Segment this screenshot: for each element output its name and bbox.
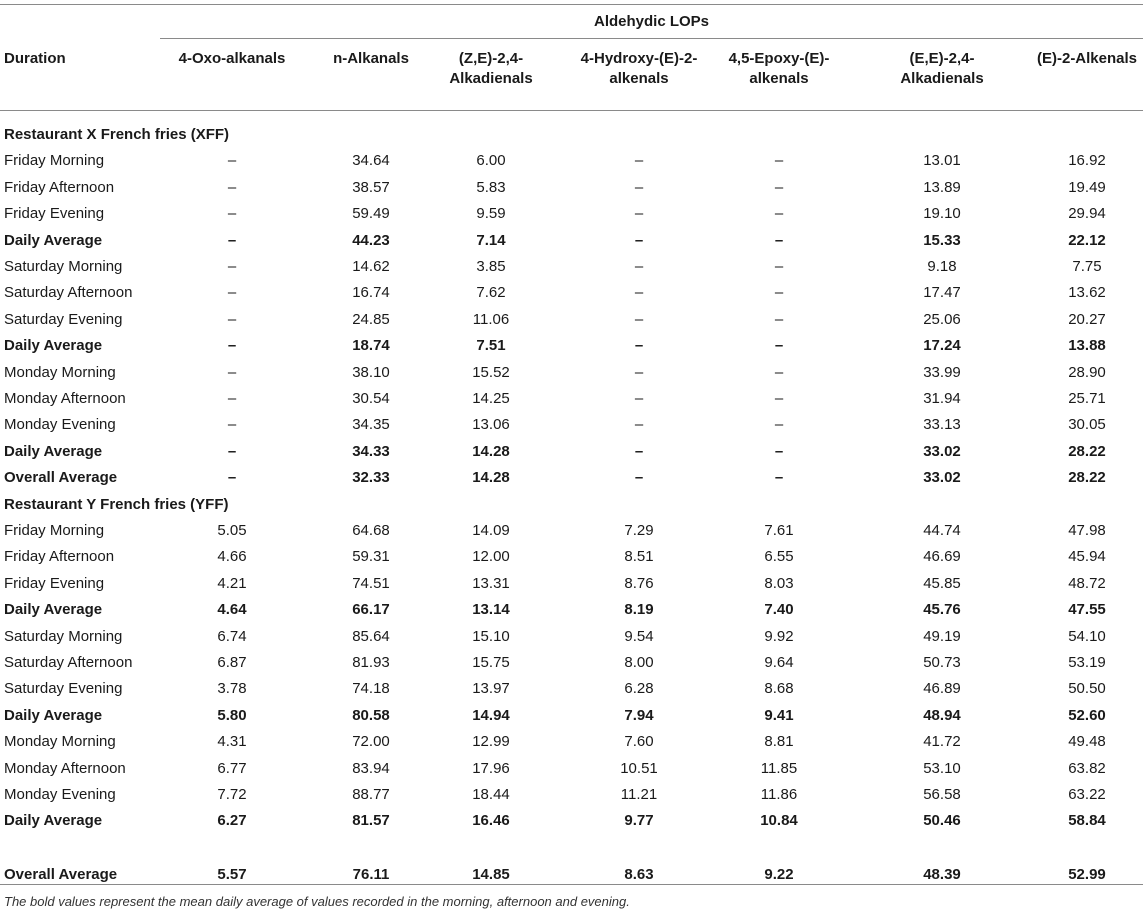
table-cell: 11.06: [472, 310, 510, 328]
table-cell: 6.87: [217, 654, 247, 671]
table-cell: 48.72: [1068, 574, 1106, 592]
table-cell: 10.84: [760, 812, 798, 830]
table-cell: –: [774, 442, 784, 460]
table-cell: 7.60: [624, 733, 654, 751]
table-cell: 48.94: [923, 706, 961, 724]
table-cell: –: [227, 310, 237, 328]
row-label: Monday Afternoon: [4, 759, 126, 777]
table-cell: –: [634, 390, 644, 407]
table-cell: 74.18: [352, 680, 390, 698]
column-header: 4-Oxo-alkanals: [178, 50, 286, 67]
column-header: (E,E)-2,4- Alkadienals: [900, 50, 984, 87]
table-cell: –: [774, 152, 784, 170]
column-header: Duration: [4, 50, 66, 67]
table-cell: 29.94: [1068, 205, 1106, 223]
table-cell: 11.86: [760, 786, 798, 803]
table-cell: –: [774, 258, 784, 275]
table-cell: 19.10: [923, 205, 961, 223]
table-cell: 13.88: [1068, 337, 1106, 355]
table-cell: 3.78: [217, 680, 247, 698]
table-cell: 66.17: [352, 601, 390, 619]
table-cell: –: [634, 231, 644, 249]
table-cell: 3.85: [476, 258, 506, 275]
table-cell: –: [227, 337, 237, 355]
table-cell: 13.62: [1068, 284, 1106, 302]
table-cell: 15.10: [472, 627, 510, 645]
table-cell: 64.68: [352, 522, 390, 539]
row-label: Friday Evening: [4, 574, 105, 592]
table-cell: 14.62: [352, 258, 390, 275]
table-cell: 7.72: [217, 786, 247, 803]
table-cell: 47.98: [1068, 522, 1106, 539]
table-cell: –: [227, 416, 237, 434]
table-cell: 22.12: [1068, 231, 1106, 249]
table-cell: 9.59: [476, 205, 506, 223]
row-label: Saturday Evening: [4, 310, 123, 328]
table-cell: 56.58: [923, 786, 961, 803]
table-cell: 38.10: [352, 363, 390, 381]
table-cell: –: [634, 258, 644, 275]
table-cell: –: [774, 337, 784, 355]
row-label: Saturday Afternoon: [4, 284, 133, 302]
table-cell: 63.82: [1068, 759, 1106, 777]
table-cell: 7.51: [476, 337, 506, 355]
table-cell: –: [634, 310, 644, 328]
table-cell: –: [774, 390, 784, 407]
column-header: (Z,E)-2,4- Alkadienals: [449, 50, 533, 87]
table-cell: 17.24: [923, 337, 961, 355]
table-cell: 14.85: [472, 865, 510, 883]
table-cell: –: [634, 442, 644, 460]
row-label: Daily Average: [4, 442, 103, 460]
table-cell: 52.99: [1068, 865, 1106, 883]
table-cell: –: [634, 337, 644, 355]
table-cell: 63.22: [1068, 786, 1106, 803]
row-label: Daily Average: [4, 231, 103, 249]
table-cell: –: [634, 178, 644, 196]
table-cell: 88.77: [352, 786, 390, 803]
table-cell: –: [774, 205, 784, 223]
table-footnote: The bold values represent the mean daily average of values recorded in the morning, afternoon and evening.: [4, 894, 630, 909]
table-cell: 25.71: [1068, 390, 1106, 407]
table-cell: 11.21: [620, 786, 658, 803]
table-cell: 74.51: [352, 574, 390, 592]
table-cell: –: [774, 363, 784, 381]
table-cell: 13.06: [472, 416, 510, 434]
group-header-rule: [160, 38, 1143, 39]
table-cell: 34.33: [352, 442, 390, 460]
table-cell: 52.60: [1068, 706, 1106, 724]
row-label: Friday Evening: [4, 205, 105, 223]
table-cell: 47.55: [1068, 601, 1106, 619]
table-cell: 13.31: [472, 574, 510, 592]
row-label: Daily Average: [4, 337, 103, 355]
column-header: (E)-2-Alkenals: [1036, 50, 1138, 67]
table-cell: 6.28: [624, 680, 654, 698]
table-cell: –: [774, 284, 784, 302]
table-cell: 9.41: [764, 706, 794, 724]
table-cell: –: [227, 205, 237, 223]
table-cell: 81.57: [352, 812, 390, 830]
table-cell: –: [227, 390, 237, 407]
table-cell: 5.57: [217, 865, 247, 883]
table-cell: 25.06: [923, 310, 961, 328]
table-cell: 59.49: [352, 205, 390, 223]
table-cell: 14.28: [472, 469, 510, 487]
table-cell: 41.72: [923, 733, 961, 751]
table-cell: 46.89: [923, 680, 961, 698]
table-cell: 34.35: [352, 416, 390, 434]
table-cell: 4.66: [217, 548, 247, 566]
table-cell: 7.40: [764, 601, 794, 619]
table-cell: 44.74: [923, 522, 961, 539]
table-cell: 50.46: [923, 812, 961, 830]
table-cell: –: [774, 469, 784, 487]
table-cell: 59.31: [352, 548, 390, 566]
table-cell: 50.73: [923, 654, 961, 671]
table-cell: 58.84: [1068, 812, 1106, 830]
table-cell: 9.54: [624, 627, 654, 645]
table-cell: 81.93: [352, 654, 390, 671]
table-cell: 33.02: [923, 442, 961, 460]
table-cell: 11.85: [760, 759, 798, 777]
table-cell: 7.14: [476, 231, 506, 249]
table-cell: –: [634, 284, 644, 302]
table-cell: –: [774, 231, 784, 249]
row-label: Monday Evening: [4, 786, 116, 803]
table-cell: 85.64: [352, 627, 390, 645]
table-bottom-rule: [0, 884, 1143, 885]
table-cell: –: [227, 258, 237, 275]
table-cell: 7.29: [624, 522, 654, 539]
table-cell: 7.61: [764, 522, 794, 539]
table-cell: 24.85: [352, 310, 390, 328]
table-cell: –: [774, 416, 784, 434]
table-cell: 5.05: [217, 522, 247, 539]
header-bottom-rule: [0, 110, 1143, 111]
table-cell: 30.54: [352, 390, 390, 407]
row-label: Monday Afternoon: [4, 390, 126, 407]
table-cell: 8.00: [624, 654, 654, 671]
table-cell: 13.97: [472, 680, 510, 698]
table-cell: –: [227, 152, 237, 170]
table-cell: 49.19: [923, 627, 961, 645]
row-label: Friday Morning: [4, 522, 105, 539]
table-cell: 18.44: [472, 786, 510, 803]
table-cell: 14.94: [472, 706, 510, 724]
table-cell: 30.05: [1068, 416, 1106, 434]
table-cell: 16.74: [352, 284, 390, 302]
table-cell: 8.63: [624, 865, 654, 883]
table-cell: 16.46: [472, 812, 510, 830]
row-label: Saturday Afternoon: [4, 654, 133, 671]
table-cell: 49.48: [1068, 733, 1106, 751]
table-cell: 8.03: [764, 574, 794, 592]
table-cell: 7.75: [1072, 258, 1102, 275]
table-top-rule: [0, 4, 1143, 5]
table-cell: 5.83: [476, 178, 506, 196]
table-cell: –: [774, 178, 784, 196]
table-cell: 46.69: [923, 548, 961, 566]
table-cell: –: [634, 363, 644, 381]
table-cell: 15.52: [472, 363, 510, 381]
table-cell: –: [227, 363, 237, 381]
table-cell: 8.68: [764, 680, 794, 698]
table-cell: 7.62: [476, 284, 506, 302]
table-cell: 50.50: [1068, 680, 1106, 698]
table-cell: 83.94: [352, 759, 390, 777]
row-label: Overall Average: [4, 865, 118, 883]
table-cell: 14.25: [472, 390, 510, 407]
table-cell: 9.64: [764, 654, 794, 671]
row-label: Friday Morning: [4, 152, 105, 170]
table-cell: 6.77: [217, 759, 247, 777]
column-header: n-Alkanals: [333, 50, 409, 67]
table-cell: –: [774, 310, 784, 328]
table-cell: 48.39: [923, 865, 961, 883]
section-label: Restaurant Y French fries (YFF): [4, 495, 229, 513]
table-cell: 5.80: [217, 706, 247, 724]
table-cell: 6.27: [217, 812, 247, 830]
table-cell: 80.58: [352, 706, 390, 724]
row-label: Saturday Morning: [4, 627, 123, 645]
table-cell: 45.85: [923, 574, 961, 592]
table-cell: 38.57: [352, 178, 390, 196]
table-cell: 4.64: [217, 601, 247, 619]
table-cell: 33.02: [923, 469, 961, 487]
table-cell: 13.01: [923, 152, 961, 170]
group-header: Aldehydic LOPs: [593, 13, 710, 30]
table-cell: 4.21: [217, 574, 247, 592]
table-cell: –: [227, 469, 237, 487]
table-cell: 9.77: [624, 812, 654, 830]
table-cell: 12.99: [472, 733, 510, 751]
row-label: Monday Evening: [4, 416, 116, 434]
table-cell: 9.18: [927, 258, 957, 275]
table-cell: 8.51: [624, 548, 654, 566]
row-label: Daily Average: [4, 812, 103, 830]
row-label: Saturday Morning: [4, 258, 123, 275]
table-cell: 10.51: [620, 759, 658, 777]
row-label: Monday Morning: [4, 733, 116, 751]
table-cell: 6.74: [217, 627, 247, 645]
table-cell: –: [227, 178, 237, 196]
table-cell: 17.47: [923, 284, 961, 302]
column-header: 4,5-Epoxy-(E)- alkenals: [728, 50, 830, 87]
table-cell: 13.14: [472, 601, 510, 619]
table-cell: 8.19: [624, 601, 654, 619]
table-cell: 54.10: [1068, 627, 1106, 645]
table-cell: 6.00: [476, 152, 506, 170]
table-cell: –: [634, 152, 644, 170]
row-label: Saturday Evening: [4, 680, 123, 698]
table-cell: 76.11: [352, 865, 390, 883]
table-cell: –: [634, 416, 644, 434]
row-label: Daily Average: [4, 601, 103, 619]
table-cell: 9.22: [764, 865, 794, 883]
table-cell: 9.92: [764, 627, 794, 645]
table-cell: 12.00: [472, 548, 510, 566]
table-cell: 53.10: [923, 759, 961, 777]
table-cell: 33.13: [923, 416, 961, 434]
table-cell: 45.94: [1068, 548, 1106, 566]
table-cell: –: [227, 284, 237, 302]
table-cell: 8.76: [624, 574, 654, 592]
table-cell: 6.55: [764, 548, 794, 566]
table-cell: 7.94: [624, 706, 654, 724]
table-cell: –: [227, 442, 237, 460]
table-cell: 14.28: [472, 442, 510, 460]
table-cell: 13.89: [923, 178, 961, 196]
column-header: 4-Hydroxy-(E)-2- alkenals: [580, 50, 698, 87]
table-cell: 20.27: [1068, 310, 1106, 328]
table-cell: 32.33: [352, 469, 390, 487]
table-cell: 19.49: [1068, 178, 1106, 196]
table-cell: –: [634, 469, 644, 487]
table-cell: 28.22: [1068, 469, 1106, 487]
table-cell: 15.33: [923, 231, 961, 249]
table-cell: 17.96: [472, 759, 510, 777]
table-cell: 33.99: [923, 363, 961, 381]
row-label: Daily Average: [4, 706, 103, 724]
row-label: Friday Afternoon: [4, 178, 115, 196]
table-cell: 28.22: [1068, 442, 1106, 460]
table-cell: –: [227, 231, 237, 249]
section-label: Restaurant X French fries (XFF): [4, 126, 230, 143]
table-cell: 34.64: [352, 152, 390, 170]
table-cell: –: [634, 205, 644, 223]
row-label: Overall Average: [4, 469, 118, 487]
table-cell: 8.81: [764, 733, 794, 751]
table-cell: 15.75: [472, 654, 510, 671]
table-cell: 53.19: [1068, 654, 1106, 671]
row-label: Friday Afternoon: [4, 548, 115, 566]
table-cell: 44.23: [352, 231, 390, 249]
table-cell: 31.94: [923, 390, 961, 407]
table-cell: 4.31: [217, 733, 247, 751]
table-cell: 72.00: [352, 733, 390, 751]
table-cell: 16.92: [1068, 152, 1106, 170]
table-cell: 28.90: [1068, 363, 1106, 381]
table-cell: 14.09: [472, 522, 510, 539]
table-cell: 45.76: [923, 601, 961, 619]
table-cell: 18.74: [352, 337, 390, 355]
row-label: Monday Morning: [4, 363, 116, 381]
